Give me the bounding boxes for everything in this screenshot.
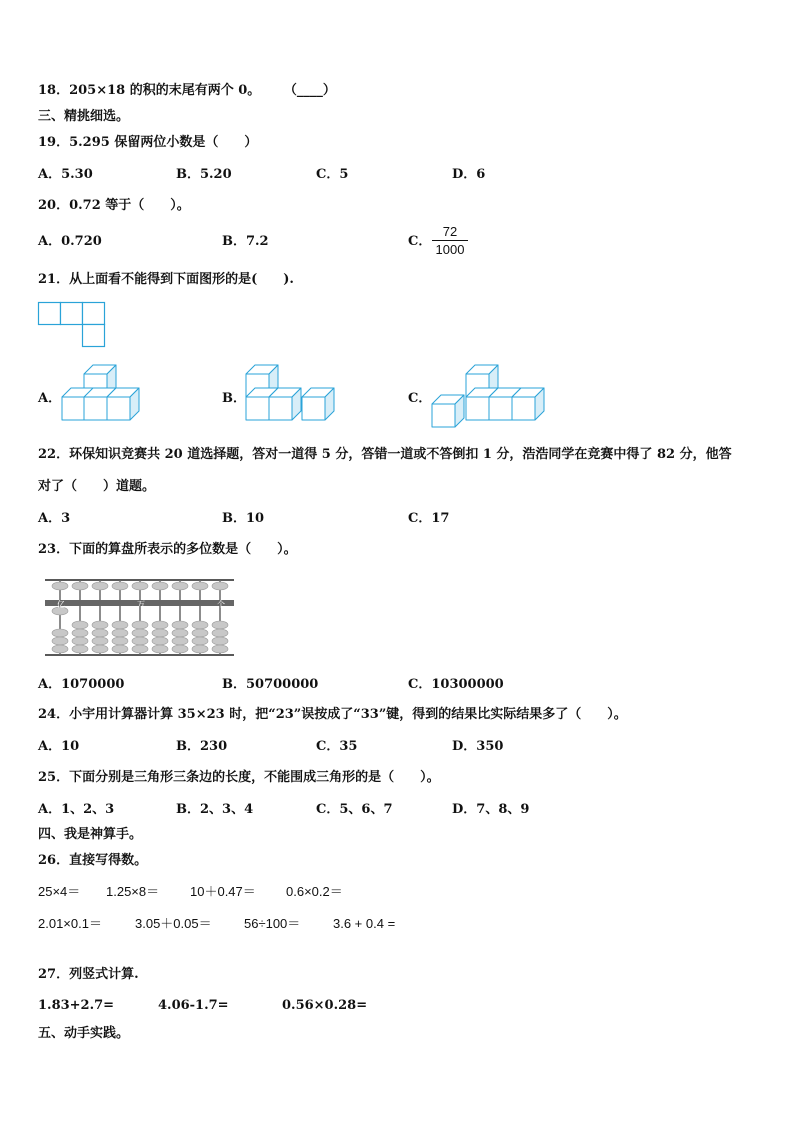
abacus-lower-bead <box>172 637 188 645</box>
abacus-lower-bead <box>72 629 88 637</box>
q26-item: 56÷100＝ <box>244 916 301 931</box>
abacus-place-label: 个 <box>217 600 225 609</box>
q25-option-c[interactable]: C．5、6、7 <box>316 802 393 817</box>
abacus-lower-bead <box>132 645 148 653</box>
q27-item: 1.83+2.7= <box>38 998 115 1013</box>
q25-stem: 25．下面分别是三角形三条边的长度，不能围成三角形的是（ ）。 <box>38 770 440 785</box>
abacus-lower-bead <box>212 621 228 629</box>
q24-option-a[interactable]: A．10 <box>38 739 80 754</box>
q24-option-c[interactable]: C．35 <box>316 739 358 754</box>
abacus-lower-bead <box>92 621 108 629</box>
abacus-upper-bead <box>92 582 108 590</box>
abacus-upper-bead <box>212 582 228 590</box>
q19-option-a[interactable]: A．5.30 <box>38 167 93 182</box>
cube-figure-b <box>244 364 354 424</box>
q19-stem: 19．5.295 保留两位小数是（ ） <box>38 135 258 150</box>
abacus-lower-bead <box>172 621 188 629</box>
abacus-lower-bead <box>192 629 208 637</box>
abacus-lower-bead <box>172 645 188 653</box>
abacus-figure <box>44 578 236 658</box>
section-4-title: 四、我是神算手。 <box>38 827 143 842</box>
q22-option-a[interactable]: A．3 <box>38 511 71 526</box>
abacus-lower-bead <box>72 637 88 645</box>
abacus-lower-bead <box>152 621 168 629</box>
abacus-lower-bead <box>152 637 168 645</box>
abacus-lower-bead <box>192 645 208 653</box>
cube <box>269 388 301 420</box>
abacus-upper-bead <box>52 582 68 590</box>
q26-item: 0.6×0.2＝ <box>286 884 343 899</box>
q25-option-a[interactable]: A．1、2、3 <box>38 802 115 817</box>
abacus-upper-bead <box>112 582 128 590</box>
abacus-lower-bead <box>92 637 108 645</box>
q21-stem: 21．从上面看不能得到下面图形的是( ). <box>38 272 294 287</box>
q26-item: 25×4＝ <box>38 884 81 899</box>
section-3-title: 三、精挑细选。 <box>38 109 130 124</box>
q23-option-a[interactable]: A．1070000 <box>38 677 125 692</box>
q26-item: 10＋0.47＝ <box>190 884 256 899</box>
abacus-lower-bead <box>72 645 88 653</box>
q27-item: 4.06-1.7= <box>158 998 229 1013</box>
abacus-lower-bead <box>52 629 68 637</box>
cube <box>107 388 139 420</box>
cube <box>432 395 464 427</box>
q20-option-b[interactable]: B．7.2 <box>222 234 269 249</box>
abacus-lower-bead <box>112 645 128 653</box>
q20-stem: 20．0.72 等于（ ）。 <box>38 198 190 213</box>
q22-option-c[interactable]: C．17 <box>408 511 450 526</box>
q21-option-b[interactable]: B． <box>222 391 246 406</box>
q18-text: 18．205×18 的积的末尾有两个 0。 （____） <box>38 83 336 98</box>
abacus-place-label: 亿 <box>57 600 65 609</box>
q24-option-b[interactable]: B．230 <box>176 739 228 754</box>
q22-stem-line2: 对了（ ）道题。 <box>38 479 156 494</box>
abacus-lower-bead <box>132 621 148 629</box>
abacus-upper-bead <box>72 582 88 590</box>
abacus-lower-bead <box>192 637 208 645</box>
q26-item: 3.05＋0.05＝ <box>135 916 212 931</box>
q27-stem: 27．列竖式计算. <box>38 967 139 982</box>
abacus-lower-bead <box>152 629 168 637</box>
q23-stem: 23．下面的算盘所表示的多位数是（ ）。 <box>38 542 297 557</box>
q20-option-c[interactable]: C． <box>408 234 432 249</box>
q18-answer-blank[interactable]: （____） <box>290 83 336 98</box>
abacus-lower-bead <box>112 621 128 629</box>
q23-option-b[interactable]: B．50700000 <box>222 677 319 692</box>
abacus-upper-bead <box>192 582 208 590</box>
q24-stem: 24．小宇用计算器计算 35×23 时，把“23”误按成了“33”键，得到的结果比实际结果多了（ ）。 <box>38 707 627 722</box>
abacus-lower-bead <box>52 645 68 653</box>
q23-option-c[interactable]: C．10300000 <box>408 677 504 692</box>
q25-option-b[interactable]: B．2、3、4 <box>176 802 254 817</box>
abacus-place-label: 万 <box>137 600 145 609</box>
cube <box>302 388 334 420</box>
q26-stem: 26．直接写得数。 <box>38 853 148 868</box>
cube-figure-a <box>60 364 170 424</box>
abacus-lower-bead <box>92 645 108 653</box>
q19-option-b[interactable]: B．5.20 <box>176 167 232 182</box>
abacus-upper-bead <box>152 582 168 590</box>
q26-item: 2.01×0.1＝ <box>38 916 102 931</box>
q26-item: 1.25×8＝ <box>106 884 160 899</box>
abacus-lower-bead <box>192 621 208 629</box>
q19-option-c[interactable]: C．5 <box>316 167 349 182</box>
cube <box>512 388 544 420</box>
q19-option-d[interactable]: D．6 <box>452 167 486 182</box>
fraction-numerator: 72 <box>432 224 468 241</box>
abacus-lower-bead <box>92 629 108 637</box>
q24-option-d[interactable]: D．350 <box>452 739 504 754</box>
abacus-lower-bead <box>52 637 68 645</box>
abacus-upper-bead <box>172 582 188 590</box>
abacus-lower-bead <box>212 637 228 645</box>
section-5-title: 五、动手实践。 <box>38 1026 130 1041</box>
q25-option-d[interactable]: D．7、8、9 <box>452 802 530 817</box>
q26-item: 3.6 + 0.4 = <box>333 916 396 931</box>
q20-option-c-fraction <box>432 224 468 257</box>
abacus-lower-bead <box>172 629 188 637</box>
abacus-lower-bead <box>152 645 168 653</box>
q21-option-c[interactable]: C． <box>408 391 432 406</box>
q22-option-b[interactable]: B．10 <box>222 511 265 526</box>
abacus-lower-bead <box>132 637 148 645</box>
fraction-denominator: 1000 <box>435 242 465 257</box>
q20-option-a[interactable]: A．0.720 <box>38 234 102 249</box>
cube-figure-c <box>430 364 560 424</box>
abacus-upper-bead <box>132 582 148 590</box>
abacus-lower-bead <box>112 637 128 645</box>
abacus-lower-bead <box>112 629 128 637</box>
abacus-lower-bead <box>212 629 228 637</box>
q21-option-a[interactable]: A． <box>38 391 62 406</box>
top-view-figure <box>38 302 108 350</box>
q22-stem-line1: 22．环保知识竞赛共 20 道选择题，答对一道得 5 分，答错一道或不答倒扣 1 分，浩浩同学在竞赛中得了 82 分，他答 <box>38 447 732 462</box>
abacus-lower-bead <box>212 645 228 653</box>
abacus-lower-bead <box>132 629 148 637</box>
abacus-lower-bead <box>72 621 88 629</box>
q27-item: 0.56×0.28= <box>282 998 368 1013</box>
